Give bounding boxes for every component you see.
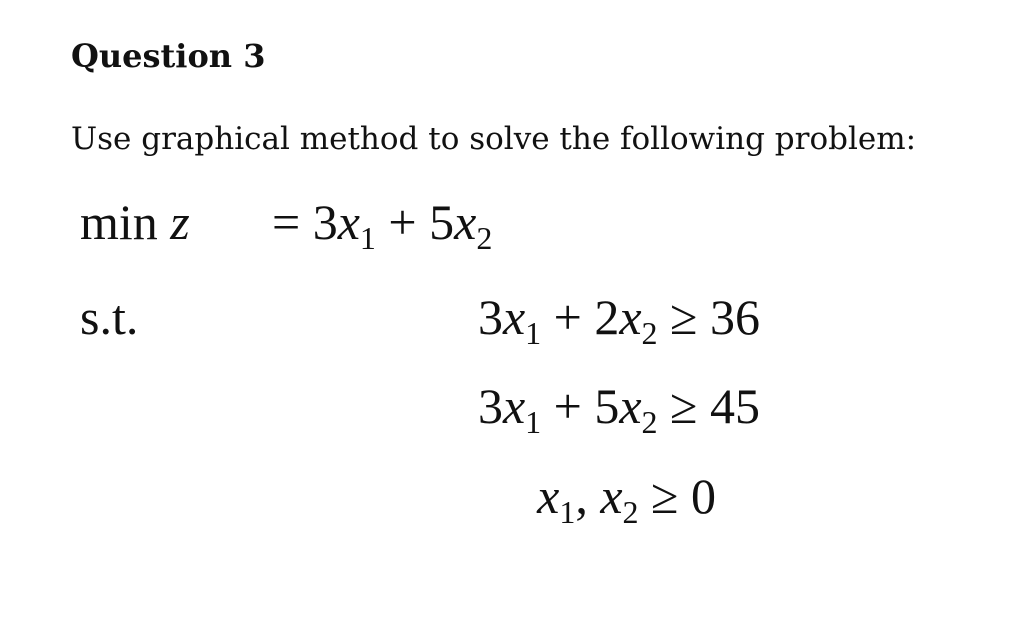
variable: x	[537, 468, 560, 524]
rhs-value: 0	[691, 468, 716, 524]
variable: x	[502, 289, 526, 345]
subscript: 2	[641, 404, 658, 440]
objective-variable: z	[170, 194, 190, 250]
subscript: 1	[525, 315, 542, 351]
question-instruction: Use graphical method to solve the following problem:	[71, 121, 917, 157]
objective-expression	[272, 192, 493, 256]
plus-sign: +	[388, 194, 417, 250]
subscript: 1	[359, 220, 376, 256]
coefficient: 2	[594, 289, 620, 345]
variable: x	[619, 289, 642, 345]
plus-sign: +	[553, 289, 582, 345]
subscript: 2	[476, 220, 493, 256]
min-keyword: min	[80, 194, 158, 250]
comma: ,	[575, 468, 588, 524]
relation-sign: ≥	[670, 378, 698, 434]
coefficient: 3	[477, 378, 503, 434]
relation-sign: ≥	[670, 289, 698, 345]
rhs-value: 36	[710, 289, 760, 345]
variable: x	[600, 468, 623, 524]
subscript: 2	[641, 315, 658, 351]
rhs-value: 45	[710, 378, 760, 434]
equals-sign: =	[272, 194, 301, 250]
coefficient: 3	[312, 194, 338, 250]
subscript: 1	[525, 404, 542, 440]
variable: x	[502, 378, 526, 434]
question-title: Question 3	[71, 37, 266, 75]
objective-label	[80, 192, 190, 252]
coefficient: 5	[429, 194, 455, 250]
constraint-1	[0, 287, 760, 351]
coefficient: 5	[594, 378, 620, 434]
constraint-2	[0, 376, 760, 440]
relation-sign: ≥	[651, 468, 679, 524]
subject-to-label: s.t.	[80, 289, 139, 345]
variable: x	[337, 194, 360, 250]
nonnegativity-constraint	[0, 466, 716, 530]
variable: x	[454, 194, 477, 250]
coefficient: 3	[477, 289, 503, 345]
subscript: 2	[622, 494, 639, 530]
subscript: 1	[559, 494, 576, 530]
plus-sign: +	[553, 378, 582, 434]
variable: x	[619, 378, 642, 434]
